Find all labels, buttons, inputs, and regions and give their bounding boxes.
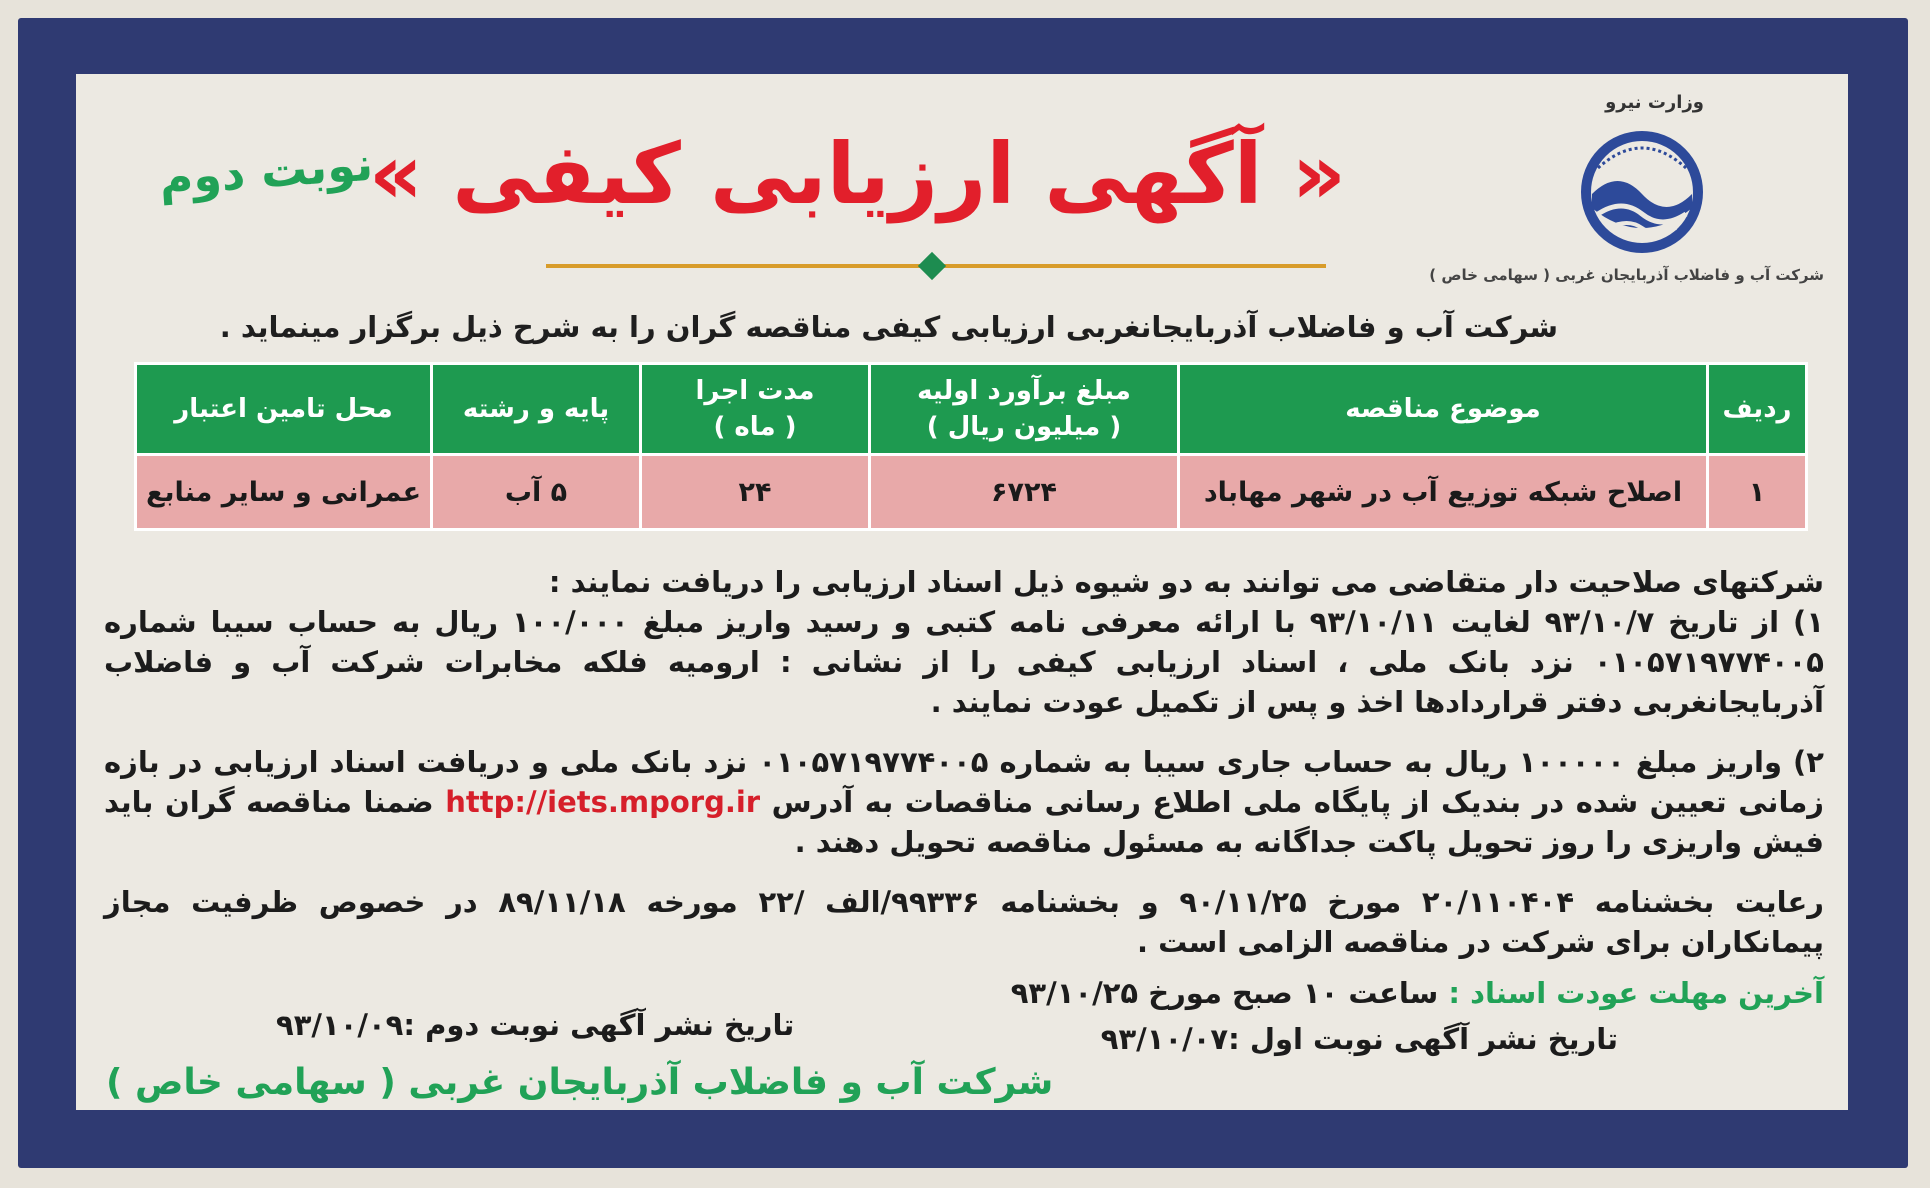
cell-estimate: ۶۷۲۴ [870, 455, 1179, 530]
method-one: ۱) از تاریخ ۹۳/۱۰/۷ لغایت ۹۳/۱۰/۱۱ با ارائه معرفی نامه کتبی و رسید واریز مبلغ ۱۰۰/۰۰۰ ریال به حساب سیبا شماره ۰۱۰۵۷۱۹۷۷۴۰۰۵ نزد بانک ملی ، اسناد ارزیابی کیفی را از نشانی : ارومیه فلکه مخابرات شرکت آب و فاضلاب آذربایجانغربی دفتر قراردادها اخذ و پس از تکمیل عودت نمایند . [104, 605, 1825, 719]
second-publication-date: تاریخ نشر آگهی نوبت دوم :۹۳/۱۰/۰۹ [276, 1008, 795, 1042]
header-duration: مدت اجرا ( ماه ) [641, 364, 870, 455]
table-row [136, 455, 1807, 530]
return-deadline [1011, 976, 1824, 1010]
page-title: « آگهی ارزیابی کیفی » [368, 125, 1346, 223]
intro-text: شرکت آب و فاضلاب آذربایجانغربی ارزیابی کیفی مناقصه گران را به شرح ذیل برگزار مینماید . [219, 310, 1558, 344]
deadline-value: ساعت ۱۰ صبح مورخ ۹۳/۱۰/۲۵ [1010, 976, 1439, 1010]
first-publication-date: تاریخ نشر آگهی نوبت اول :۹۳/۱۰/۰۷ [1100, 1022, 1618, 1056]
method-two-text-before: ۲) واریز مبلغ ۱۰۰۰۰۰ ریال به حساب جاری سیبا به شماره ۰۱۰۵۷۱۹۷۷۴۰۰۵ نزد بانک ملی و دریافت اسناد ارزیابی در بازه زمانی تعیین شده در بندیک از پایگاه ملی اطلاع رسانی مناقصات به آدرس [104, 745, 1824, 819]
header-funding: محل تامین اعتبار [136, 364, 432, 455]
methods-intro: شرکتهای صلاحیت دار متقاضی می توانند به دو شیوه ذیل اسناد ارزیابی را دریافت نمایند : [548, 565, 1824, 599]
circular-notice: رعایت بخشنامه ۲۰/۱۱۰۴۰۴ مورخ ۹۰/۱۱/۲۵ و بخشنامه ۹۹۳۳۶/الف /۲۲ مورخه ۸۹/۱۱/۱۸ در خصوص ظرفیت مجاز پیمانکاران برای شرکت در مناقصه الزامی است . [104, 885, 1824, 959]
method-two-text-after: ضمنا مناقصه گران باید فیش واریزی را روز تحویل پاکت جداگانه به مسئول مناقصه تحویل دهند . [104, 785, 1824, 859]
company-logo [1429, 88, 1824, 284]
logo-company-name: شرکت آب و فاضلاب آذربایجان غربی ( سهامی خاص ) [1429, 266, 1824, 284]
header-estimate: مبلغ برآورد اولیه ( میلیون ریال ) [870, 364, 1179, 455]
deadline-label: آخرین مهلت عودت اسناد : [1448, 976, 1824, 1010]
water-company-logo-icon [1578, 128, 1706, 256]
header-subject: موضوع مناقصه [1179, 364, 1708, 455]
tender-table [134, 362, 1808, 531]
method-two [104, 742, 1824, 862]
cell-duration: ۲۴ [641, 455, 870, 530]
footer-company-name: شرکت آب و فاضلاب آذربایجان غربی ( سهامی خاص ) [106, 1062, 1054, 1103]
tender-portal-link[interactable]: http://iets.mporg.ir [445, 785, 761, 819]
title-diamond-ornament [918, 252, 946, 280]
table-header-row [136, 364, 1807, 455]
header-row-number: ردیف [1708, 364, 1807, 455]
cell-subject: اصلاح شبکه توزیع آب در شهر مهاباد [1179, 455, 1708, 530]
cell-row-number: ۱ [1708, 455, 1807, 530]
ministry-label: وزارت نیرو [1605, 92, 1704, 113]
cell-funding: عمرانی و سایر منابع [136, 455, 432, 530]
round-label: نوبت دوم [157, 136, 375, 206]
cell-grade: ۵ آب [432, 455, 641, 530]
advertisement-page [76, 74, 1848, 1110]
header-grade: پایه و رشته [432, 364, 641, 455]
